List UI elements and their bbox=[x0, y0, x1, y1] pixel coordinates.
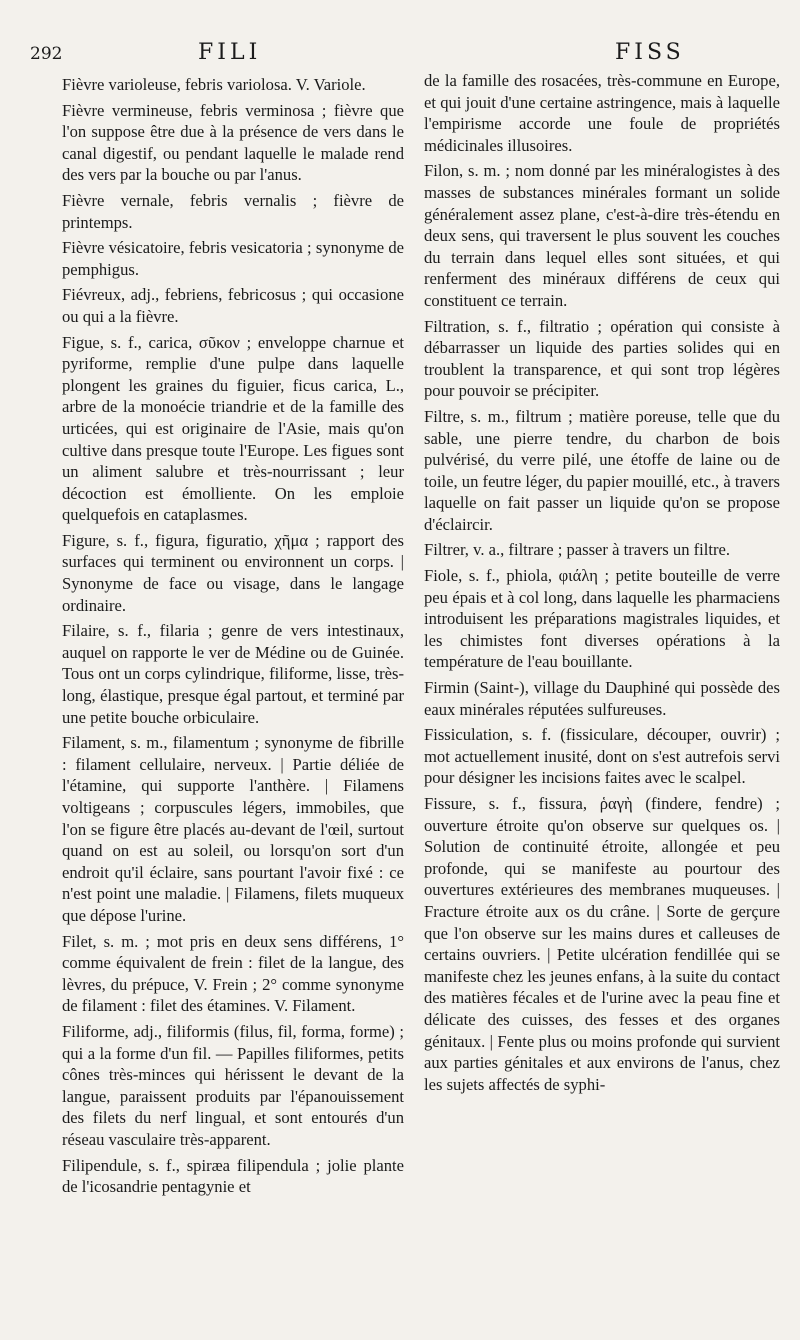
right-column bbox=[424, 70, 780, 1095]
entry-fievreux: Fiévreux, adj., febriens, febricosus ; qui occasione ou qui a la fièvre. bbox=[62, 285, 404, 326]
entry-fievre-vesicatoire: Fièvre vésicatoire, febris vesicatoria ; synonyme de pemphigus. bbox=[62, 238, 404, 279]
entry-filtration: Filtration, s. f., filtratio ; opération qui consiste à débarrasser un liquide des parties solides qui en troublent la transparence, et qui sont trop légères pour pouvoir se précipiter. bbox=[424, 316, 780, 401]
entry-filipendule: Filipendule, s. f., spiræa filipendula ; jolie plante de l'icosandrie pentagynie et bbox=[62, 1155, 404, 1197]
right-running-head: FISS bbox=[615, 40, 685, 65]
entry-filiforme: Filiforme, adj., filiformis (filus, fil, forma, forme) ; qui a la forme d'un fil. — Papilles filiformes, petits cônes très-minces qui hérissent le devant de la langue, paraissent produits par l'épanouissement des filets du nerf lingual, et sont entourés d'un réseau vasculaire très-apparent. bbox=[62, 1021, 404, 1149]
entry-figue: Figue, s. f., carica, σῦκον ; enveloppe charnue et pyriforme, remplie d'une pulpe dans laquelle plongent les graines du figuier, ficus carica, L., arbre de la monoécie triandrie et de la famille des urticées, qui est originaire de l'Asie, mais qu'on cultive dans presque toute l'Europe. Les figues sont un aliment salubre et très-nourrissant ; leur décoction est émolliente. On les emploie quelquefois en cataplasmes. bbox=[62, 332, 404, 525]
left-column bbox=[62, 70, 404, 1198]
entry-filet: Filet, s. m. ; mot pris en deux sens différens, 1° comme équivalent de frein : filet de la langue, des lèvres, du prépuce, V. Frein ; 2° comme synonyme de filament : filet des étamines. V. Filament. bbox=[62, 931, 404, 1016]
entry-firmin: Firmin (Saint-), village du Dauphiné qui possède des eaux minérales réputées sulfureuses. bbox=[424, 678, 780, 719]
entry-fiole: Fiole, s. f., phiola, φιάλη ; petite bouteille de verre peu épais et à col long, dans laquelle les pharmaciens introduisent les préparations magistrales liquides, et les chimistes font diverses opérations à la température de l'eau bouillante. bbox=[424, 566, 780, 672]
entry-fissure: Fissure, s. f., fissura, ῥαγὴ (findere, fendre) ; ouverture étroite qu'on observe sur quelques os. | Solution de continuité étroite, allongée et peu profonde, qui se manifeste au pourtour des ouvertures extérieures des membranes muqueuses. | Fracture étroite aux os du crâne. | Sorte de gerçure que l'on observe sur les mains dures et calleuses de certains ouvriers. | Petite ulcération fendillée qui se manifeste chez les jeunes enfans, à la suite du contact des matières fécales et de l'urine avec la peau fine et délicate des cuisses, des fesses et des organes génitaux. | Fente plus ou moins profonde qui survient aux parties génitales et aux environs de l'anus, chez les sujets affectés de syphi- bbox=[424, 794, 780, 1094]
left-running-head: FILI bbox=[198, 40, 262, 65]
entry-filon: Filon, s. m. ; nom donné par les minéralogistes à des masses de substances minérales formant un solide généralement assez plane, c'est-à-dire très-étendu en deux sens, qui traversent le plus souvent les couches du terrain dans lequel elles sont situées, et qui renferment des minéraux différens de ceux qui constituent ce terrain. bbox=[424, 161, 780, 310]
page-number: 292 bbox=[30, 44, 63, 64]
entry-filaire: Filaire, s. f., filaria ; genre de vers intestinaux, auquel on rapporte le ver de Médine ou de Guinée. Tous ont un corps cylindrique, filiforme, lisse, très-long, élastique, presque égal partout, et terminé par une petite bouche orbiculaire. bbox=[62, 621, 404, 727]
entry-figure: Figure, s. f., figura, figuratio, χῆμα ; rapport des surfaces qui terminent ou environnent un corps. | Synonyme de face ou visage, dans le langage ordinaire. bbox=[62, 530, 404, 615]
entry-filtre: Filtre, s. m., filtrum ; matière poreuse, telle que du sable, une pierre tendre, du charbon de bois pulvérisé, du verre pilé, une étoffe de laine ou de toile, un feutre léger, du papier mouillé, etc., à travers laquelle on fait passer un liquide qu'on se propose d'éclaircir. bbox=[424, 406, 780, 534]
entry-filipendule-continued: de la famille des rosacées, très-commune en Europe, et qui jouit d'une certaine astringence, mais à laquelle l'empirisme accorde une foule de propriétés médicinales illusoires. bbox=[424, 71, 780, 155]
page-header bbox=[30, 40, 790, 70]
entry-fievre-varioleuse: Fièvre varioleuse, febris variolosa. V. Variole. bbox=[62, 75, 366, 94]
entry-fissiculation: Fissiculation, s. f. (fissiculare, découper, ouvrir) ; mot actuellement inusité, dont on s'est autrefois servi pour désigner les incisions faites avec le scalpel. bbox=[424, 725, 780, 788]
entry-fievre-vermineuse: Fièvre vermineuse, febris verminosa ; fièvre que l'on suppose être due à la présence de vers dans le canal digestif, ou pendant laquelle le malade rend des vers par la bouche ou par l'anus. bbox=[62, 100, 404, 185]
entry-filtrer: Filtrer, v. a., filtrare ; passer à travers un filtre. bbox=[424, 540, 731, 560]
entry-fievre-vernale: Fièvre vernale, febris vernalis ; fièvre de printemps. bbox=[62, 190, 404, 232]
entry-filament: Filament, s. m., filamentum ; synonyme de fibrille : filament cellulaire, nerveux. | Partie déliée de l'étamine, qui supporte l'anthère. | Filamens voltigeans ; corpuscules légers, immobiles, que l'on se figure être placés au-devant de l'œil, surtout quand on est au soleil, ou lorsqu'on sort d'un endroit qu'il éclaire, sans pourtant l'avoir fixé : ce n'est point une maladie. | Filamens, filets muqueux que dépose l'urine. bbox=[62, 733, 404, 925]
